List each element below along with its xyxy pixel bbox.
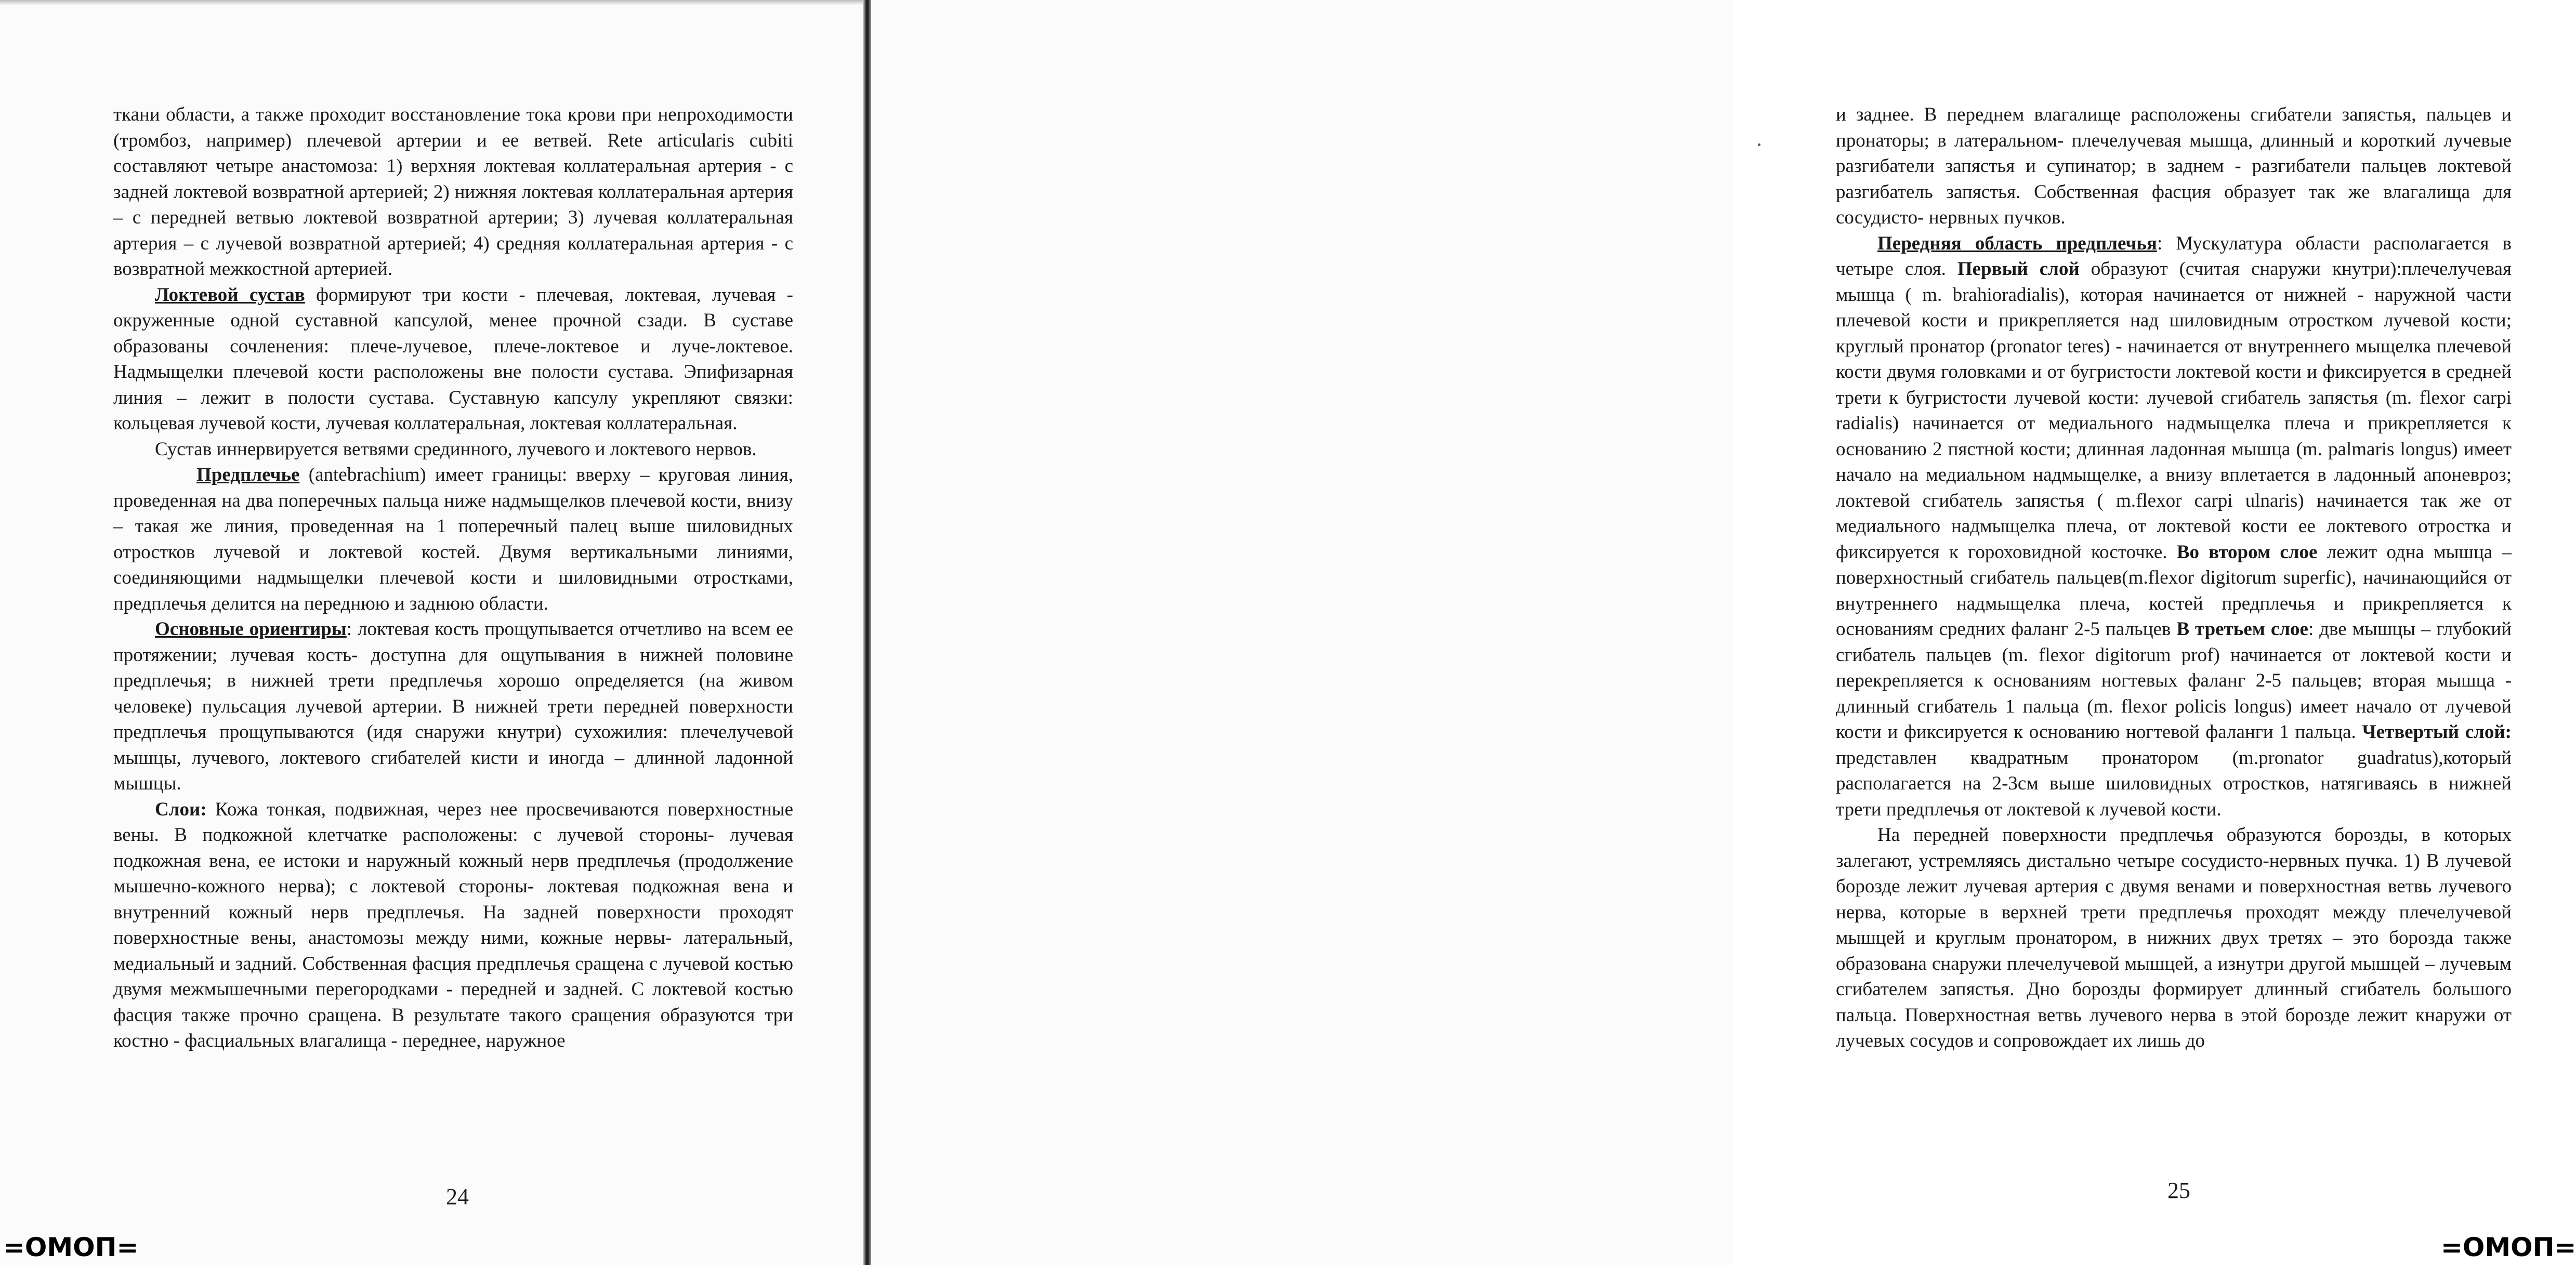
- left-paragraph-4: [113, 462, 793, 616]
- text-run: представлен квадратным пронатором (m.pronator guadratus),который располагается на 2-3см выше шиловидных отростков, натягиваясь в нижней трети предплечья от локтевой к лучевой кости.: [1836, 747, 2512, 820]
- watermark-left: =ОМОП=: [3, 1232, 139, 1262]
- right-page-text: [1836, 102, 2512, 1054]
- text-run: лежит одна мышца – поверхностный сгибатель пальцев(m.flexor digitorum superfic), начинающийся от внутреннего надмыщелка плеча, костей предплечья и прикрепляется к основаниям средних фаланг 2-5 пальцев: [1836, 541, 2512, 640]
- text-run: Сустав иннервируется ветвями срединного, лучевого и локтевого нервов.: [155, 438, 757, 460]
- text-run: формируют три кости - плечевая, локтевая, лучевая - окруженные одной суставной капсулой, менее прочной сзади. В суставе образованы сочленения: плече-лучевое, плече-локтевое и луче-локтевое. Надмыщелки плечевой кости расположены вне полости сустава. Эпифизарная линия – лежит в полости сустава. Суставную капсулу укрепляют связки: кольцевая лучевой кости, лучевая коллатеральная, локтевая коллатеральная.: [113, 284, 794, 434]
- scan-speck: [1758, 143, 1760, 146]
- heading-forearm: Предплечье: [196, 464, 300, 485]
- left-page: [0, 0, 863, 1265]
- left-paragraph-5: [113, 616, 793, 797]
- bold-third-layer: В третьем слое: [2176, 618, 2308, 640]
- text-run: и заднее. В переднем влагалище расположены сгибатели запястья, пальцев и пронаторы; в латеральном- плечелучевая мышца, длинный и короткий лучевые разгибатели запястья и супинатор; в заднем - разгибатели пальцев локтевой разгибатель запястья. Собственная фасция образует так же влагалища для сосудисто- нервных пучков.: [1836, 104, 2512, 228]
- text-run: ткани области, а также проходит восстановление тока крови при непроходимости (тромбоз, например) плечевой артерии и ее ветвей. Rete articularis cubiti составляют четыре анастомоза: 1) верхняя локтевая коллатеральная артерия - с задней локтевой возвратной артерией; 2) нижняя локтевая коллатеральная артерия – с передней ветвью локтевой возвратной артерии; 3) лучевая коллатеральная артерия – с лучевой возвратной артерией; 4) средняя коллатеральная артерия - с возвратной межкостной артерией.: [113, 104, 793, 280]
- left-paragraph-1: [113, 102, 793, 282]
- text-run: образуют (считая снаружи кнутри):плечелучевая мышца ( m. brahioradialis), которая начинается от нижней - наружной части плечевой кости и прикрепляется над шиловидным отростком лучевой кости; круглый пронатор (pronator teres) - начинается от внутреннего мыщелка плечевой кости двумя головками и от бугристости локтевой кости и фиксируется в средней трети к бугристости лучевой кости: лучевой сгибатель запястья (m. flexor carpi radialis) начинается от медиального надмыщелка плеча и прикрепляется к основанию 2 пястной кости; длинная ладонная мышца (m. palmaris longus) имеет начало на медиальном надмыщелке, а внизу вплетается в ладонный апоневроз; локтевой сгибатель запястья ( m.flexor carpi ulnaris) начинается так же от медиального надмыщелка плеча, от локтевой кости ее локтевого отростка и фиксируется к гороховидной косточке.: [1836, 258, 2512, 563]
- text-run: : Мускулатура области располагается в четыре слоя.: [1836, 232, 2512, 280]
- bold-second-layer: Во втором слое: [2176, 541, 2318, 563]
- text-run: (antebrachium) имеет границы: вверху – круговая линия, проведенная на два поперечных пальца ниже надмыщелков плечевой кости, внизу – такая же линия, проведенная на 1 поперечный палец выше шиловидных отростков лучевой и локтевой костей. Двумя вертикальными линиями, соединяющими надмыщелки плечевой кости и шиловидными отростками, предплечья делится на переднюю и заднюю области.: [113, 464, 793, 614]
- right-paragraph-1: [1836, 102, 2512, 231]
- heading-anterior-forearm: Передняя область предплечья: [1877, 232, 2157, 254]
- heading-landmarks: Основные ориентиры: [155, 618, 347, 640]
- right-page: [871, 0, 2576, 1265]
- left-page-text: [113, 102, 793, 1054]
- heading-elbow-joint: Локтевой сустав: [155, 284, 305, 306]
- bold-fourth-layer: Четвертый слой:: [2362, 721, 2512, 743]
- text-run: : локтевая кость прощупывается отчетливо на всем ее протяжении; лучевая кость- доступна для ощупывания в нижней половине предплечья; в нижней трети предплечья хорошо определяется (на живом человеке) пульсация лучевой артерии. В нижней трети передней поверхности предплечья прощупываются (идя снаружи кнутри) сухожилия: плечелучевой мышцы, лучевого, локтевого сгибателей кисти и иногда – длинной ладонной мышцы.: [113, 618, 793, 794]
- right-paragraph-3: [1836, 822, 2512, 1054]
- page-top-shadow: [0, 0, 863, 5]
- heading-layers: Слои:: [155, 798, 207, 820]
- page-number-right: 25: [2167, 1178, 2190, 1203]
- page-number-left: 24: [446, 1184, 469, 1209]
- left-paragraph-3: [113, 437, 793, 463]
- watermark-right: =ОМОП=: [2441, 1232, 2576, 1262]
- text-run: Кожа тонкая, подвижная, через нее просвечиваются поверхностные вены. В подкожной клетчатке расположены: с лучевой стороны- лучевая подкожная вена, ее истоки и наружный кожный нерв предплечья (продолжение мышечно-кожного нерва); с локтевой стороны- локтевая подкожная вена и внутренний кожный нерв предплечья. На задней поверхности проходят поверхностные вены, анастомозы между ними, кожные нервы- латеральный, медиальный и задний. Собственная фасция предплечья сращена с лучевой костью двумя межмышечными перегородками - передней и задней. С локтевой костью фасция также прочно сращена. В результате такого сращения образуются три костно - фасциальных влагалища - переднее, наружное: [113, 798, 793, 1051]
- left-paragraph-6: [113, 797, 793, 1054]
- left-paragraph-2: [113, 282, 793, 437]
- text-run: : две мышцы – глубокий сгибатель пальцев (m. flexor digitorum prof) начинается от локтевой кости и перекрепляется к основаниям ногтевых фаланг 2-5 пальцев; вторая мышца - длинный сгибатель 1 пальца (m. flexor policis longus) имеет начало от лучевой кости и фиксируется к основанию ногтевой фаланги 1 пальца.: [1836, 618, 2512, 743]
- bold-first-layer: Первый слой: [1957, 258, 2080, 280]
- book-spine: [863, 0, 871, 1265]
- right-paragraph-2: [1836, 231, 2512, 823]
- text-run: На передней поверхности предплечья образуются борозды, в которых залегают, устремляясь дистально четыре сосудисто-нервных пучка. 1) В лучевой борозде лежит лучевая артерия с двумя венами и поверхностная ветвь лучевого нерва, которые в верхней трети предплечья проходят между плечелучевой мышцей и круглым пронатором, в нижних двух третях – это борозда также образована снаружи плечелучевой мышцей, а изнутри другой мышцей – лучевым сгибателем запястья. Дно борозды формирует длинный сгибатель большого пальца. Поверхностная ветвь лучевого нерва в этой борозде лежит кнаружи от лучевых сосудов и сопровождает их лишь до: [1836, 824, 2512, 1051]
